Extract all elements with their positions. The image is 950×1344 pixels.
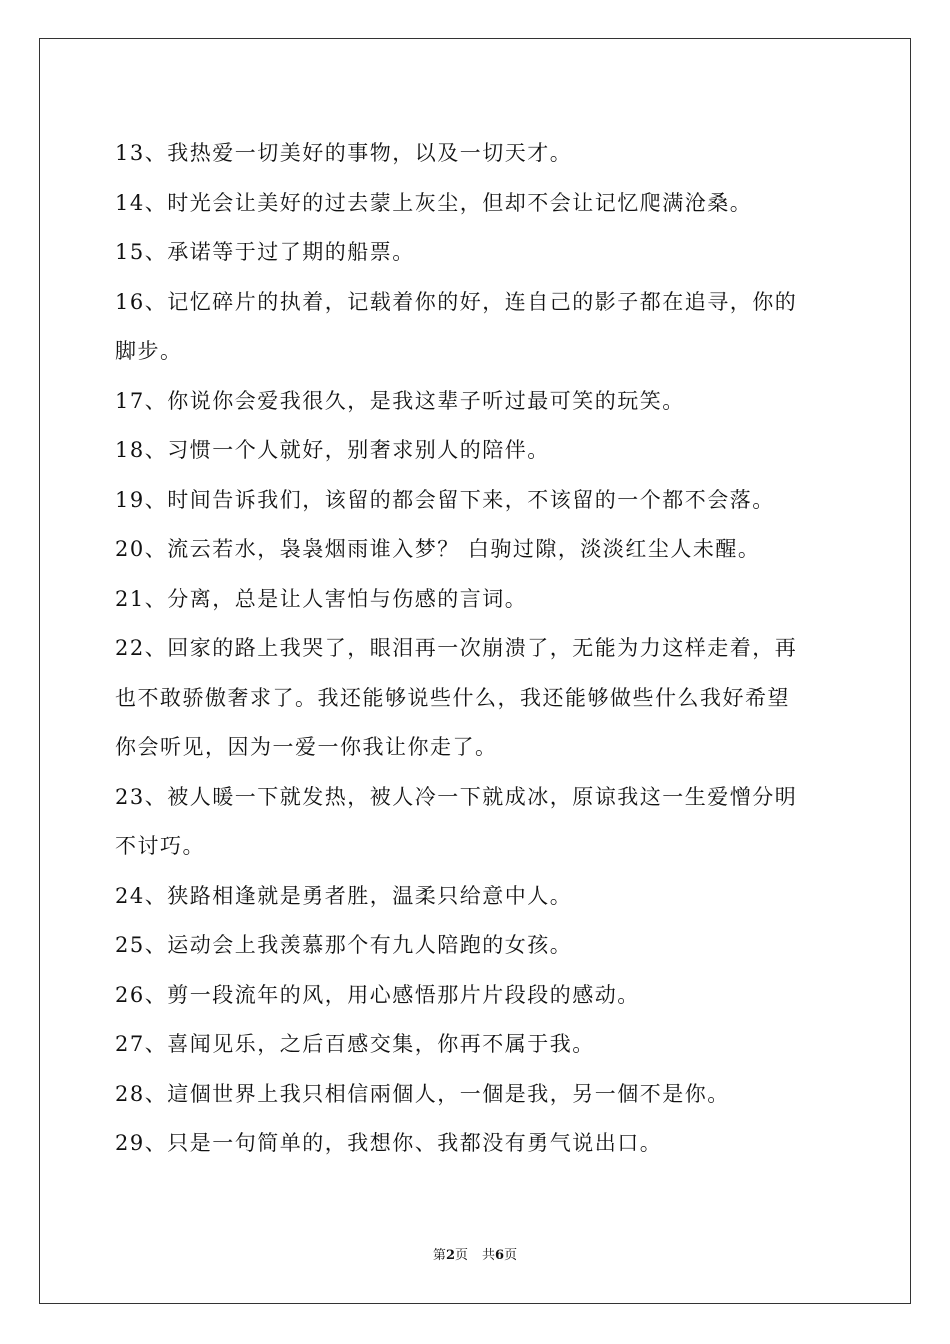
text-line: 27、喜闻见乐，之后百感交集，你再不属于我。 <box>115 1032 595 1056</box>
total-prefix: 共 <box>482 1248 496 1263</box>
text-line: 不讨巧。 <box>115 834 205 858</box>
text-line: 也不敢骄傲奢求了。我还能够说些什么，我还能够做些什么我好希望 <box>115 685 790 710</box>
text-line: 21、分离，总是让人害怕与伤感的言词。 <box>115 586 528 611</box>
page-prefix: 第 <box>432 1248 446 1263</box>
text-line: 13、我热爱一切美好的事物，以及一切天才。 <box>115 141 573 165</box>
text-line: 14、时光会让美好的过去蒙上灰尘，但却不会让记忆爬满沧桑。 <box>115 190 753 215</box>
text-line: 20、流云若水，袅袅烟雨谁入梦？ 白驹过隙，淡淡红尘人未醒。 <box>115 537 761 561</box>
text-line: 25、运动会上我羡慕那个有九人陪跑的女孩。 <box>115 933 573 957</box>
total-page-number: 6 <box>495 1248 505 1263</box>
page-footer <box>0 1248 950 1264</box>
text-line: 18、习惯一个人就好，别奢求别人的陪伴。 <box>115 438 550 462</box>
text-line: 28、這個世界上我只相信兩個人，一個是我，另一個不是你。 <box>115 1081 730 1106</box>
text-line: 脚步。 <box>115 339 183 363</box>
text-line: 17、你说你会爱我很久，是我这辈子听过最可笑的玩笑。 <box>115 388 685 413</box>
document-body <box>115 129 837 1169</box>
text-line: 15、承诺等于过了期的船票。 <box>115 240 415 264</box>
text-line: 16、记忆碎片的执着，记载着你的好，连自己的影子都在追寻，你的 <box>115 289 798 314</box>
text-line: 23、被人暖一下就发热，被人冷一下就成冰，原谅我这一生爱憎分明 <box>115 784 798 809</box>
text-line: 26、剪一段流年的风，用心感悟那片片段段的感动。 <box>115 982 640 1007</box>
page-suffix: 页 <box>454 1248 468 1263</box>
total-suffix: 页 <box>504 1248 518 1263</box>
text-line: 19、时间告诉我们，该留的都会留下来，不该留的一个都不会落。 <box>115 487 775 512</box>
text-line: 29、只是一句简单的，我想你、我都没有勇气说出口。 <box>115 1131 663 1155</box>
text-line: 22、回家的路上我哭了，眼泪再一次崩溃了，无能为力这样走着，再 <box>115 636 798 660</box>
text-line: 你会听见，因为一爱一你我让你走了。 <box>115 735 498 759</box>
text-line: 24、狭路相逢就是勇者胜，温柔只给意中人。 <box>115 883 573 908</box>
current-page-number: 2 <box>445 1248 455 1263</box>
